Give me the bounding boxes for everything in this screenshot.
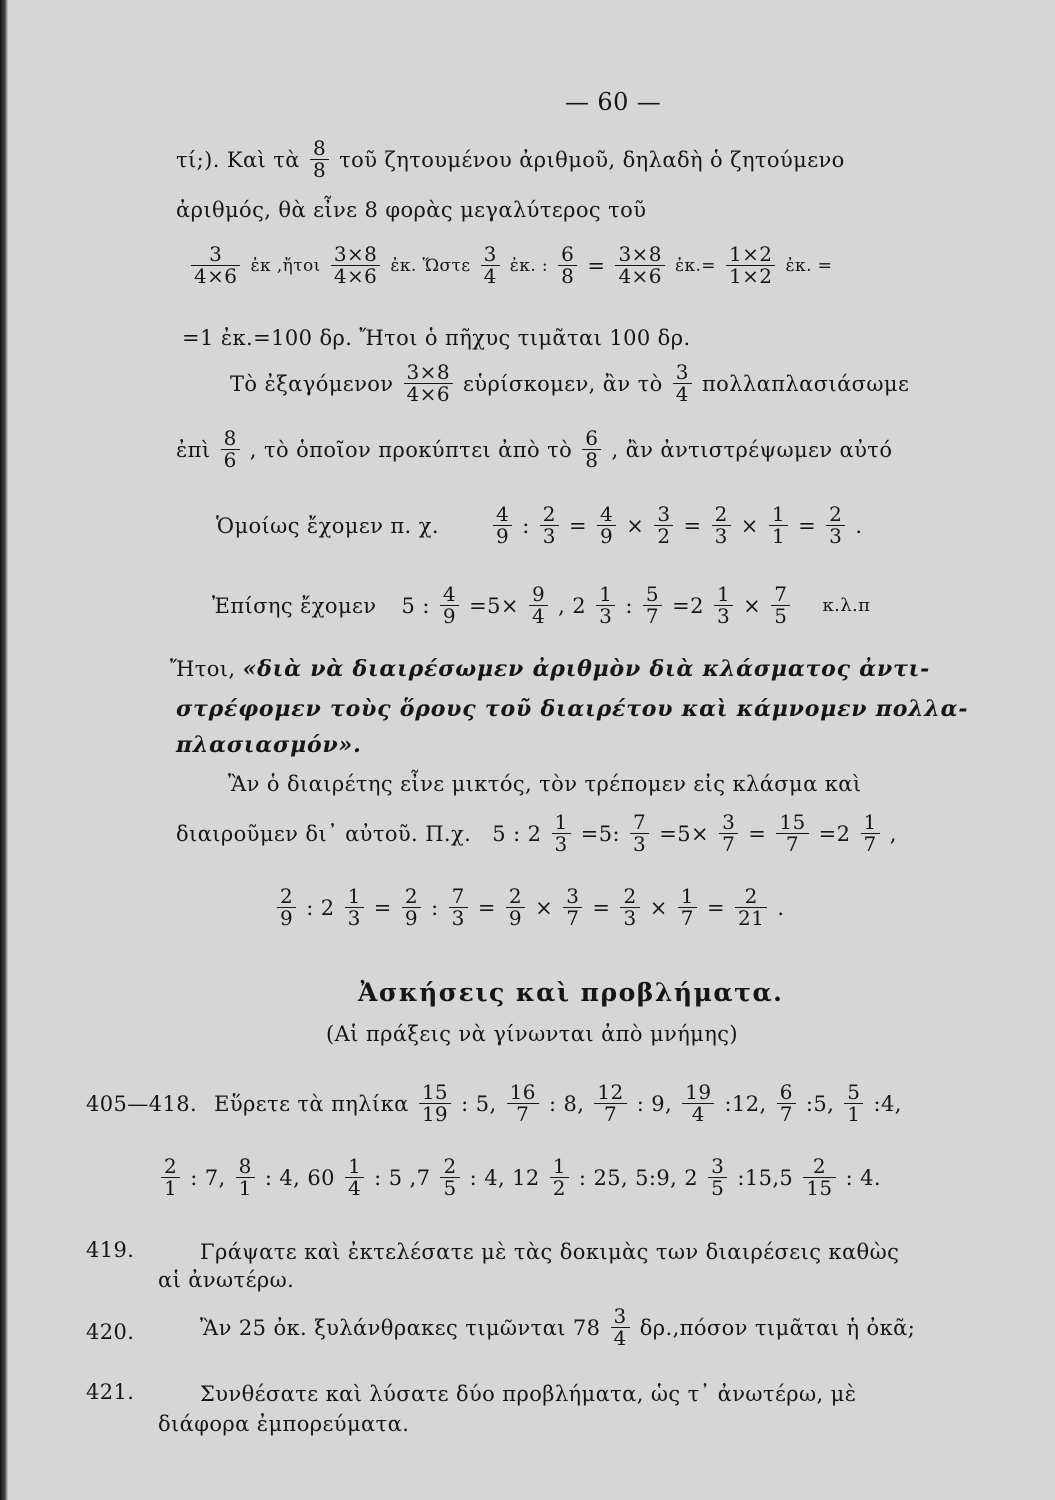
exercise-419-number: 419. xyxy=(86,1238,135,1262)
exercise-419-line-1: Γράψατε καὶ ἐκτελέσατε μὲ τὰς δοκιμὰς των διαιρέσεις καθὼς xyxy=(200,1240,900,1264)
fraction: $\frac{4}{9}$ xyxy=(597,504,616,547)
fraction: $\frac{7}{5}$ xyxy=(771,584,790,627)
exercise-420-line: Ἂν 25 ὀκ. ξυλάνθρακες τιμῶνται 78 $\frac{3}{4}$ δρ.,πόσον τιμᾶται ἡ ὀκᾶ; xyxy=(200,1304,916,1350)
fraction: $\frac{15}{19}$ xyxy=(419,1082,451,1125)
fraction: $\frac{9}{4}$ xyxy=(529,584,548,627)
derive-line-1: Τὸ ἐξαγόμενον $\frac{3\times 8}{4\times 6}$ εὑρίσκομεν, ἂν τὸ $\frac{3}{4}$ πολλαπλασιάσωμε xyxy=(230,360,910,406)
fraction: $\frac{8}{8}$ xyxy=(310,138,329,181)
fraction: $\frac{3}{7}$ xyxy=(719,812,738,855)
fraction: $\frac{16}{7}$ xyxy=(507,1082,539,1125)
intro-line-1: τί;). Καὶ τὰ $\frac{8}{8}$ τοῦ ζητουμένου ἀριθμοῦ, δηλαδὴ ὁ ζητούμενο xyxy=(176,136,845,182)
fraction: $\frac{1}{7}$ xyxy=(861,812,880,855)
exercise-419-line-2: αἱ ἀνωτέρω. xyxy=(158,1268,295,1292)
fraction: $\frac{1}{3}$ xyxy=(345,886,364,929)
fraction: $\frac{2}{3}$ xyxy=(826,504,845,547)
fraction: $\frac{8}{1}$ xyxy=(236,1156,255,1199)
rule-line-2: στρέφομεν τοὺς ὅρους τοῦ διαιρέτου καὶ κάμνομεν πολλα- xyxy=(176,696,969,722)
fraction: $\frac{2}{9}$ xyxy=(506,886,525,929)
fraction: $\frac{2}{3}$ xyxy=(712,504,731,547)
fraction: $\frac{3\times 8}{4\times 6}$ xyxy=(615,244,664,287)
rule-line-1: Ἤτοι, «διὰ νὰ διαιρέσωμεν ἀριθμὸν διὰ κλάσματος ἀντι- xyxy=(170,656,931,682)
fraction: $\frac{7}{3}$ xyxy=(449,886,468,929)
fraction: $\frac{12}{7}$ xyxy=(594,1082,626,1125)
fraction: $\frac{2}{21}$ xyxy=(735,886,767,929)
fraction: $\frac{19}{4}$ xyxy=(682,1082,714,1125)
fraction: $\frac{3\times 8}{4\times 6}$ xyxy=(404,362,453,405)
fraction: $\frac{15}{7}$ xyxy=(776,812,808,855)
fraction: $\frac{1}{3}$ xyxy=(714,584,733,627)
fraction: $\frac{4}{9}$ xyxy=(493,504,512,547)
mixed-line-1: Ἂν ὁ διαιρέτης εἶνε μικτός, τὸν τρέπομεν εἰς κλάσμα καὶ xyxy=(228,772,862,796)
derive-line-2: ἐπὶ $\frac{8}{6}$ , τὸ ὁποῖον προκύπτει ἀπὸ τὸ $\frac{6}{8}$ , ἂν ἀντιστρέψωμεν αὐτό xyxy=(176,426,893,472)
fraction: $\frac{2}{9}$ xyxy=(277,886,296,929)
fraction: $\frac{1}{3}$ xyxy=(552,812,571,855)
example-line: $\frac{2}{9}$ : 2 $\frac{1}{3}$ = $\frac{2}{9}$ : $\frac{7}{3}$ = $\frac{2}{9}$ × $\frac{3}{7}$ = $\frac{2}{3}$ × $\frac{1}{7}$ = $\frac{2}{21}$ . xyxy=(274,886,784,929)
fraction: $\frac{3}{4}$ xyxy=(611,1306,630,1349)
fraction: $\frac{2}{3}$ xyxy=(620,886,639,929)
section-subtitle: (Αἱ πράξεις νὰ γίνωνται ἀπὸ μνήμης) xyxy=(326,1022,738,1046)
fraction: $\frac{2}{5}$ xyxy=(440,1156,459,1199)
fraction: $\frac{2}{15}$ xyxy=(803,1156,835,1199)
intro-line-4: =1 ἐκ.=100 δρ. Ἤτοι ὁ πῆχυς τιμᾶται 100 δρ. xyxy=(182,326,691,350)
fraction: $\frac{1}{1}$ xyxy=(769,504,788,547)
fraction: $\frac{1\times 2}{1\times 2}$ xyxy=(726,244,775,287)
rule-line-3: πλασιασμόν». xyxy=(176,732,362,758)
fraction: $\frac{1}{2}$ xyxy=(550,1156,569,1199)
fraction: $\frac{5}{7}$ xyxy=(643,584,662,627)
exercise-405-line-2: $\frac{2}{1}$ : 7, $\frac{8}{1}$ : 4, 60 $\frac{1}{4}$ : 5 ,7 $\frac{2}{5}$ : 4, 12 $\frac{1}{2}$ : 25, 5:9, 2 $\frac{3}{5}$ :15,5 $\frac{2}{15}$ : 4. xyxy=(158,1156,881,1199)
fraction: $\frac{1}{4}$ xyxy=(345,1156,364,1199)
page-spine-shadow xyxy=(0,0,8,1500)
section-title: Ἀσκήσεις καὶ προβλήματα. xyxy=(358,978,784,1007)
fraction: $\frac{5}{1}$ xyxy=(844,1082,863,1125)
exercise-421-line-2: διάφορα ἐμπορεύματα. xyxy=(158,1412,410,1436)
fraction: $\frac{8}{6}$ xyxy=(221,428,240,471)
similarly-line: Ὁμοίως ἔχομεν π. χ. $\frac{4}{9}$ : $\frac{2}{3}$ = $\frac{4}{9}$ × $\frac{3}{2}$ = $\frac{2}{3}$ × $\frac{1}{1}$ = $\frac{2}{3}$ . xyxy=(216,502,863,548)
fraction: $\frac{3}{2}$ xyxy=(654,504,673,547)
fraction: $\frac{3}{4}$ xyxy=(481,244,500,287)
intro-line-2: ἀριθμός, θὰ εἶνε 8 φορὰς μεγαλύτερος τοῦ xyxy=(176,198,647,222)
fraction: $\frac{1}{3}$ xyxy=(596,584,615,627)
fraction: $\frac{1}{7}$ xyxy=(678,886,697,929)
fraction: $\frac{2}{1}$ xyxy=(161,1156,180,1199)
exercise-405-line-1: 405—418. Εὕρετε τὰ πηλίκα $\frac{15}{19}$ : 5, $\frac{16}{7}$ : 8, $\frac{12}{7}$ : 9, $\frac{19}{4}$ :12, $\frac{6}{7}$ :5, $\frac{5}{1}$ :4, xyxy=(86,1080,902,1126)
intro-line-3: $\frac{3}{4\times 6}$ ἐκ ,ἤτοι $\frac{3\times 8}{4\times 6}$ ἐκ. Ὥστε $\frac{3}{4}$ ἐκ. : $\frac{6}{8}$ = $\frac{3\times 8}{4\times 6}$ ἐκ.= $\frac{1\times 2}{1\times 2}$ ἐκ. = xyxy=(188,244,832,287)
fraction: $\frac{3\times 8}{4\times 6}$ xyxy=(331,244,380,287)
fraction: $\frac{4}{9}$ xyxy=(440,584,459,627)
exercise-421-line-1: Συνθέσατε καὶ λύσατε δύο προβλήματα, ὡς τ᾽ ἀνωτέρω, μὲ xyxy=(200,1382,857,1406)
fraction: $\frac{2}{3}$ xyxy=(540,504,559,547)
fraction: $\frac{6}{8}$ xyxy=(558,244,577,287)
fraction: $\frac{3}{7}$ xyxy=(563,886,582,929)
exercise-421-number: 421. xyxy=(86,1380,135,1404)
mixed-line-2: διαιροῦμεν δι᾽ αὐτοῦ. Π.χ. 5 : 2 $\frac{1}{3}$ =5: $\frac{7}{3}$ =5× $\frac{3}{7}$ = $\frac{15}{7}$ =2 $\frac{1}{7}$ , xyxy=(176,810,897,856)
fraction: $\frac{3}{4\times 6}$ xyxy=(191,244,240,287)
also-line: Ἐπίσης ἔχομεν 5 : $\frac{4}{9}$ =5× $\frac{9}{4}$ , 2 $\frac{1}{3}$ : $\frac{5}{7}$ =2 $\frac{1}{3}$ × $\frac{7}{5}$ κ.λ.π xyxy=(212,582,871,628)
fraction: $\frac{7}{3}$ xyxy=(630,812,649,855)
fraction: $\frac{3}{4}$ xyxy=(673,362,692,405)
exercise-420-number: 420. xyxy=(86,1320,135,1344)
fraction: $\frac{6}{7}$ xyxy=(777,1082,796,1125)
fraction: $\frac{3}{5}$ xyxy=(708,1156,727,1199)
fraction: $\frac{6}{8}$ xyxy=(582,428,601,471)
fraction: $\frac{2}{9}$ xyxy=(402,886,421,929)
page-number: — 60 — xyxy=(565,88,662,116)
